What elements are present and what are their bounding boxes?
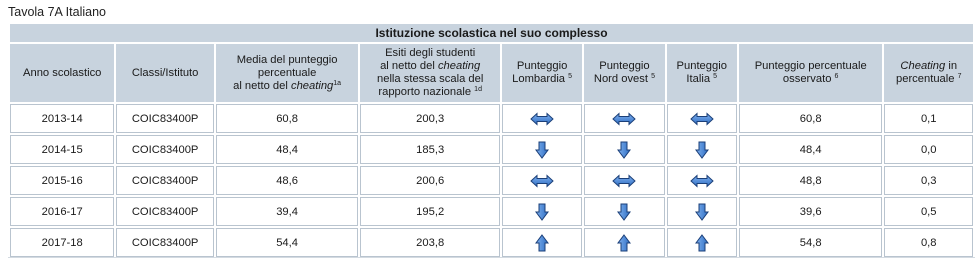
arrow-up-icon (668, 234, 736, 252)
cell-lombardia (502, 104, 582, 133)
cell-anno: 2014-15 (10, 135, 114, 164)
arrow-down-icon (585, 203, 663, 221)
cell-media: 60,8 (216, 104, 359, 133)
cell-esiti: 185,3 (360, 135, 500, 164)
cell-lombardia (502, 166, 582, 195)
column-header-lombardia: Punteggio Lombardia $^5$ (502, 44, 582, 102)
cell-istituto: COIC83400P (116, 228, 213, 257)
cell-osservato: 54,8 (739, 228, 883, 257)
table-row (10, 166, 973, 195)
arrow-up-icon (585, 234, 663, 252)
cell-osservato: 39,6 (739, 197, 883, 226)
cell-media: 48,4 (216, 135, 359, 164)
column-header-media: Media del punteggio percentuale al netto del cheating$^{1a}$ (216, 44, 359, 102)
cell-anno: 2016-17 (10, 197, 114, 226)
arrow-down-icon (585, 141, 663, 159)
cell-cheating: 0,8 (884, 228, 973, 257)
bottom-rule (8, 257, 975, 258)
column-header-cheating: Cheating in percentuale $^7$ (884, 44, 973, 102)
cell-istituto: COIC83400P (116, 104, 213, 133)
table-row (10, 197, 973, 226)
cell-osservato: 60,8 (739, 104, 883, 133)
cell-italia (667, 197, 737, 226)
group-header: Istituzione scolastica nel suo complesso (10, 24, 973, 42)
cell-cheating: 0,0 (884, 135, 973, 164)
cell-esiti: 200,3 (360, 104, 500, 133)
cell-media: 48,6 (216, 166, 359, 195)
column-header-italia: Punteggio Italia $^5$ (667, 44, 737, 102)
double-arrow-icon (585, 174, 663, 188)
cell-istituto: COIC83400P (116, 135, 213, 164)
double-arrow-icon (503, 112, 581, 126)
cell-osservato: 48,4 (739, 135, 883, 164)
column-header-istituto (116, 44, 213, 102)
column-header-label: Classi/Istituto (131, 66, 199, 79)
cell-anno: 2013-14 (10, 104, 114, 133)
page-title: Tavola 7A Italiano (8, 5, 106, 19)
cell-italia (667, 135, 737, 164)
table-row (10, 104, 973, 133)
column-header-nord-ovest: Punteggio Nord ovest $^5$ (584, 44, 664, 102)
cell-italia (667, 104, 737, 133)
cell-cheating: 0,1 (884, 104, 973, 133)
footnote-ref: 7 (957, 73, 962, 80)
cell-media: 54,4 (216, 228, 359, 257)
cell-istituto: COIC83400P (116, 166, 213, 195)
cell-italia (667, 228, 737, 257)
results-table (8, 22, 975, 259)
table-row (10, 135, 973, 164)
results-table-container (8, 22, 975, 259)
column-header-esiti: Esiti degli studenti al netto del cheating nella stessa scala del rapporto nazionale $^{1d}$ (360, 44, 500, 102)
footnote-ref: 1d (474, 86, 482, 93)
footnote-ref: 5 (713, 73, 718, 80)
column-header-anno (10, 44, 114, 102)
cell-osservato: 48,8 (739, 166, 883, 195)
cell-nord-ovest (584, 197, 664, 226)
cell-lombardia (502, 135, 582, 164)
cell-lombardia (502, 228, 582, 257)
footnote-ref: 1a (333, 79, 342, 87)
arrow-up-icon (503, 234, 581, 252)
cell-istituto: COIC83400P (116, 197, 213, 226)
cell-esiti: 200,6 (360, 166, 500, 195)
arrow-down-icon (503, 203, 581, 221)
cell-nord-ovest (584, 228, 664, 257)
cell-lombardia (502, 197, 582, 226)
double-arrow-icon (668, 112, 736, 126)
cell-nord-ovest (584, 166, 664, 195)
arrow-down-icon (503, 141, 581, 159)
cell-cheating: 0,3 (884, 166, 973, 195)
cell-esiti: 203,8 (360, 228, 500, 257)
column-header-label: Anno scolastico (23, 66, 102, 79)
footnote-ref: 5 (651, 73, 655, 80)
double-arrow-icon (503, 174, 581, 188)
cell-esiti: 195,2 (360, 197, 500, 226)
double-arrow-icon (668, 174, 736, 188)
double-arrow-icon (585, 112, 663, 126)
table-row (10, 228, 973, 257)
cell-anno: 2015-16 (10, 166, 114, 195)
cell-cheating: 0,5 (884, 197, 973, 226)
arrow-down-icon (668, 141, 736, 159)
cell-nord-ovest (584, 104, 664, 133)
cell-nord-ovest (584, 135, 664, 164)
cell-media: 39,4 (216, 197, 359, 226)
arrow-down-icon (668, 203, 736, 221)
cell-italia (667, 166, 737, 195)
table-body (10, 104, 973, 257)
column-header-osservato: Punteggio percentuale osservato $^6$ (739, 44, 883, 102)
footnote-ref: 6 (834, 73, 839, 80)
cell-anno: 2017-18 (10, 228, 114, 257)
footnote-ref: 5 (568, 73, 573, 80)
